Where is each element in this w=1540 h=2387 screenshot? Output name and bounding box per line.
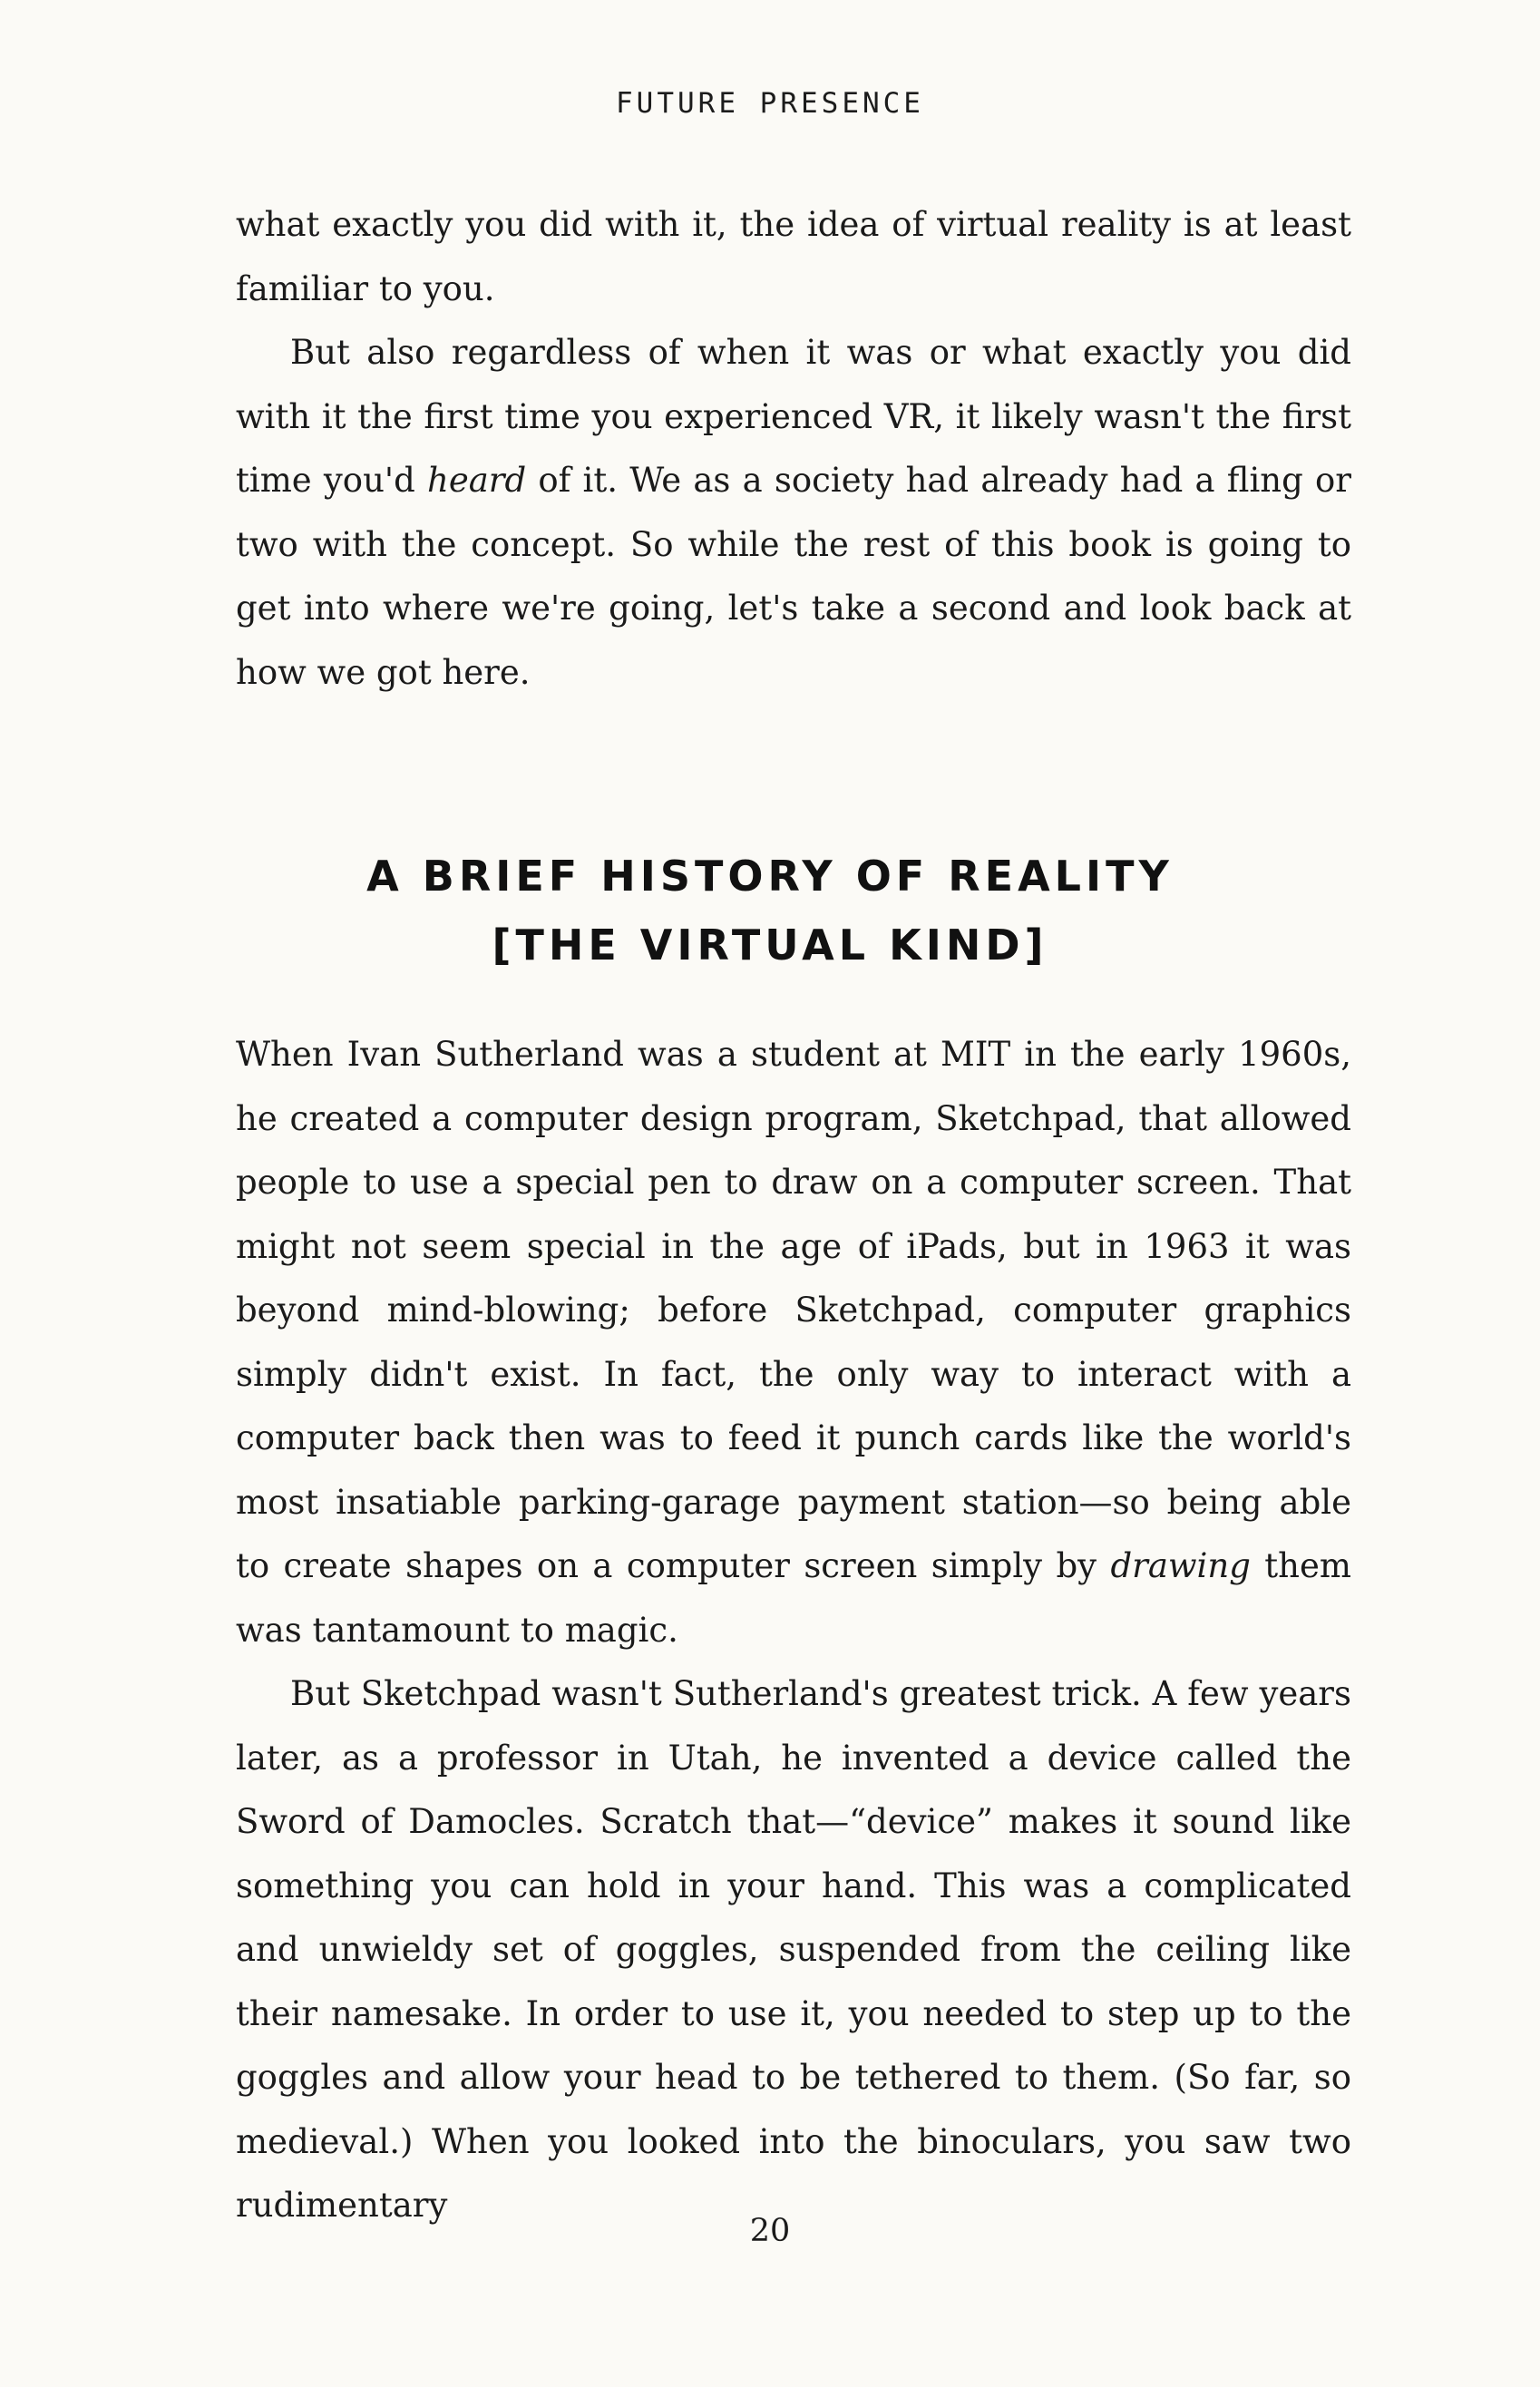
paragraph bbox=[236, 1023, 1351, 1662]
paragraph-text: When Ivan Sutherland was a student at MIT in the early 1960s, he created a computer design program, Sketchpad, that allowed people to use a special pen to draw on a computer screen. That might not seem special in the age of iPads, but in 1963 it was beyond mind-blowing; before Sketchpad, computer graphics simply didn't exist. In fact, the only way to interact with a computer back then was to feed it punch cards like the world's most insatiable parking-garage payment station—so being able to create shapes on a computer screen simply by bbox=[236, 1035, 1351, 1585]
running-head: FUTURE PRESENCE bbox=[616, 87, 924, 120]
paragraph-text: them was tantamount to magic. bbox=[236, 1546, 1351, 1650]
paragraph: But Sketchpad wasn't Sutherland's greatest trick. A few years later, as a professor in Utah, he invented a device called the Sword of Damocles. Scratch that—“device” makes it sound like something you can hold in your hand. This was a complicated and unwieldy set of goggles, suspended from the ceiling like their namesake. In order to use it, you needed to step up to the goggles and allow your head to be tethered to them. (So far, so medieval.) When you looked into the binoculars, you saw two rudimentary bbox=[236, 1674, 1351, 2225]
paragraph-text: But also regardless of when it was or what exactly you did with it the first time you experienced VR, it likely wasn't the first time you'd bbox=[236, 333, 1351, 500]
text-block-history bbox=[236, 1023, 1351, 2238]
paragraph-text: of it. We as a society had already had a fling or two with the concept. So while the rest of this book is going to get into where we're going, let's take a second and look back at how we got here. bbox=[236, 461, 1351, 692]
section-heading-line: A BRIEF HISTORY OF REALITY bbox=[366, 852, 1174, 901]
page-number: 20 bbox=[749, 2213, 791, 2249]
section-heading-line: [THE VIRTUAL KIND] bbox=[492, 921, 1048, 969]
text-block-intro bbox=[236, 193, 1351, 705]
paragraph: what exactly you did with it, the idea of virtual reality is at least familiar to you. bbox=[236, 205, 1351, 308]
emphasis-text: heard bbox=[426, 461, 527, 500]
emphasis-text: drawing bbox=[1110, 1546, 1251, 1585]
paragraph bbox=[236, 321, 1351, 705]
section-heading bbox=[0, 842, 1540, 979]
